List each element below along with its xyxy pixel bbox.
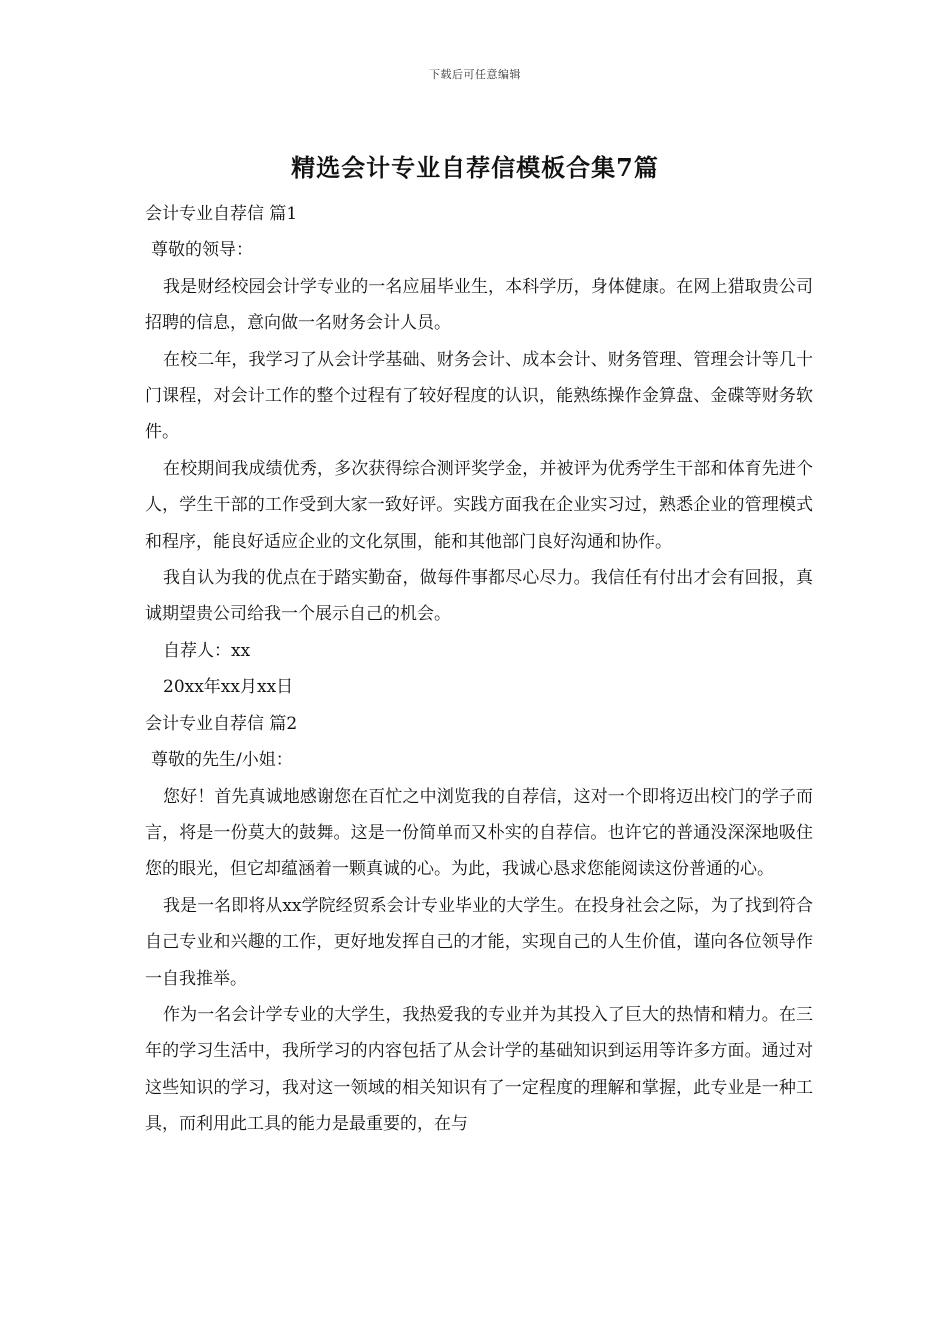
salutation-2: 尊敬的先生/小姐： <box>151 750 293 771</box>
salutation-1: 尊敬的领导： <box>151 240 253 261</box>
date-1: 20xx年xx月xx日 <box>163 677 294 698</box>
section-heading-1: 会计专业自荐信 篇1 <box>145 204 298 224</box>
paragraph-1-3: 在校期间我成绩优秀，多次获得综合测评奖学金，并被评为优秀学生干部和体育先进个人，学生干部的工作受到大家一致好评。实践方面我在企业实习过，熟悉企业的管理模式和程序，能良好适应企业的文化氛围，能和其他部门良好沟通和协作。 <box>145 458 813 552</box>
header-note: 下载后可任意编辑 <box>429 68 521 81</box>
section-heading-2: 会计专业自荐信 篇2 <box>145 713 298 734</box>
paragraph-1-2: 在校二年，我学习了从会计学基础、财务会计、成本会计、财务管理、管理会计等几十门课程，对会计工作的整个过程有了较好程度的认识，能熟练操作金算盘、金碟等财务软件。 <box>145 349 813 443</box>
paragraph-1-1: 我是财经校园会计学专业的一名应届毕业生，本科学历，身体健康。在网上猎取贵公司招聘的信息，意向做一名财务会计人员。 <box>145 276 813 334</box>
paragraph-2-1: 您好！首先真诚地感谢您在百忙之中浏览我的自荐信，这对一个即将迈出校门的学子而言，将是一份莫大的鼓舞。这是一份简单而又朴实的自荐信。也许它的普通没深深地吸住您的眼光，但它却蕴涵着一颗真诚的心。为此，我诚心恳求您能阅读这份普通的心。 <box>145 786 813 880</box>
paragraph-1-4: 我自认为我的优点在于踏实勤奋，做每件事都尽心尽力。我信任有付出才会有回报，真诚期望贵公司给我一个展示自己的机会。 <box>145 568 813 625</box>
paragraph-2-2: 我是一名即将从xx学院经贸系会计专业毕业的大学生。在投身社会之际，为了找到符合自己专业和兴趣的工作，更好地发挥自己的才能，实现自己的人生价值，谨向各位领导作一自我推举。 <box>145 895 813 989</box>
document-body <box>145 196 813 1143</box>
signature-1: 自荐人：xx <box>163 640 251 661</box>
paragraph-2-3: 作为一名会计学专业的大学生，我热爱我的专业并为其投入了巨大的热情和精力。在三年的学习生活中，我所学习的内容包括了从会计学的基础知识到运用等许多方面。通过对这些知识的学习，我对这一领域的相关知识有了一定程度的理解和掌握，此专业是一种工具，而利用此工具的能力是最重要的，在与 <box>145 1004 813 1135</box>
document-title: 精选会计专业自荐信模板合集7篇 <box>291 153 659 182</box>
